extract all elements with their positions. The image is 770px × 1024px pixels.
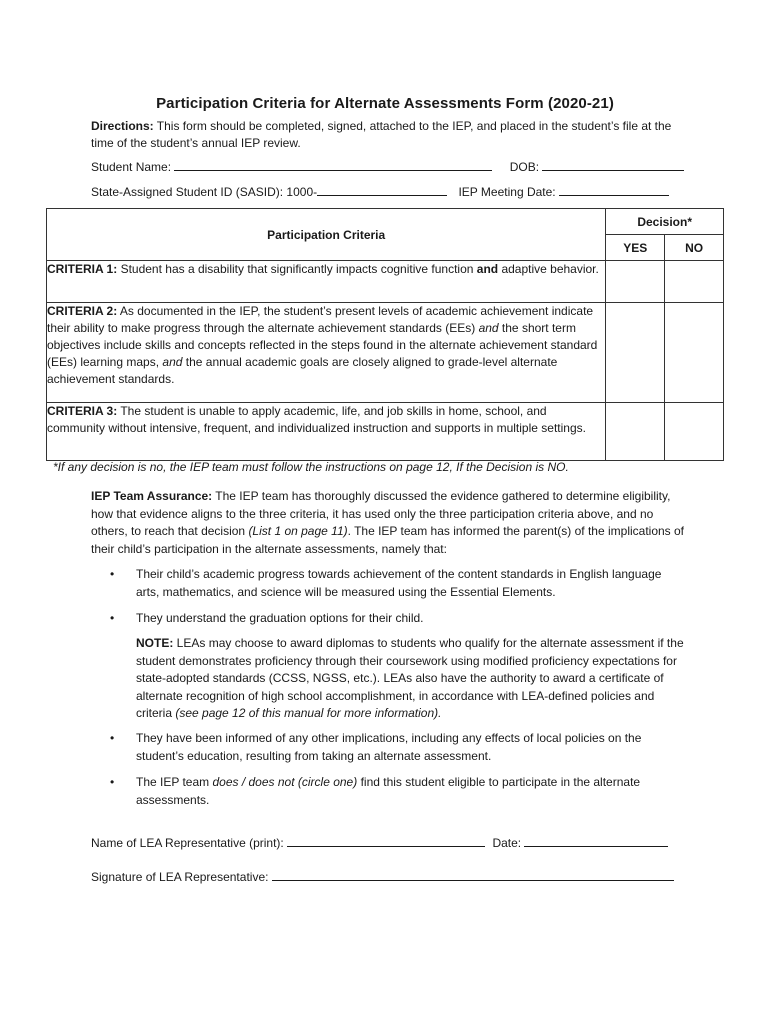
rep-signature-field[interactable] [272, 868, 674, 881]
bullet-2 [110, 610, 680, 628]
sasid-row [91, 183, 669, 199]
rep-name-field[interactable] [287, 834, 485, 847]
bullet-3-text: They have been informed of any other implications, including any effects of local policies on the student’s education, resulting from taking an alternate assessment. [136, 731, 642, 763]
bullet-4-text-b: find this student eligible to participate in the alternate assessments. [136, 775, 641, 807]
bullet-dot: • [110, 731, 115, 745]
rep-signature-label: Signature of LEA Representative: [91, 870, 269, 884]
note-paragraph [136, 635, 684, 723]
sasid-label: State-Assigned Student ID (SASID): 1000- [91, 185, 318, 199]
criteria-row-3 [47, 403, 724, 461]
dob-field[interactable] [542, 158, 684, 171]
bullet-3 [110, 730, 680, 765]
dob-label: DOB: [509, 160, 540, 174]
criteria-2-no-cell[interactable] [665, 303, 724, 403]
assurance-text-b: . The IEP team has informed the parent(s) of the implications of their child’s participation in the alternate assessments, namely that: [91, 524, 685, 556]
bullet-1-text: Their child’s academic progress towards achievement of the content standards in English language arts, mathematics, and science will be measured using the Essential Elements. [136, 567, 662, 599]
criteria-2-text [47, 303, 606, 403]
header-decision: Decision* [606, 209, 724, 235]
criteria-1-part-b: adaptive behavior. [498, 262, 599, 276]
bullet-1 [110, 566, 680, 601]
rep-name-row [91, 834, 668, 850]
criteria-1-and: and [476, 262, 499, 276]
implications-list-3 [110, 730, 680, 765]
criteria-2-yes-cell[interactable] [606, 303, 665, 403]
bullet-4 [110, 774, 680, 809]
note-text: LEAs may choose to award diplomas to students who qualify for the alternate assessment if the student demonstrates proficiency through their coursework using modified proficiency expectations for state-adopted standards (CCSS, NGSS, etc.). LEAs also have the authority to award a certificate of alternate recognition of high school accomplishment, in accordance with LEA-defined policies and criteria [136, 636, 684, 720]
criteria-1-part-a: Student has a disability that significantly impacts cognitive function [117, 262, 477, 276]
criteria-1-label: CRITERIA 1: [47, 262, 118, 276]
bullet-dot: • [110, 611, 115, 625]
criteria-3-label: CRITERIA 3: [47, 404, 118, 418]
student-name-row [91, 158, 684, 174]
criteria-2-label: CRITERIA 2: [47, 304, 118, 318]
student-name-field[interactable] [174, 158, 492, 171]
bullet-dot: • [110, 775, 115, 789]
criteria-3-yes-cell[interactable] [606, 403, 665, 461]
bullet-4-text-a: The IEP team [136, 775, 213, 789]
criteria-row-2 [47, 303, 724, 403]
criteria-row-1 [47, 261, 724, 303]
criteria-2-part-c: the annual academic goals are closely aligned to grade-level alternate achievement standards. [47, 355, 558, 386]
criteria-table [46, 208, 724, 461]
date-label: Date: [492, 836, 522, 850]
directions-text: This form should be completed, signed, attached to the IEP, and placed in the student’s file at the time of the student’s annual IEP review. [91, 119, 672, 150]
criteria-1-yes-cell[interactable] [606, 261, 665, 303]
criteria-1-no-cell[interactable] [665, 261, 724, 303]
criteria-2-and-1: and [478, 321, 499, 335]
criteria-1-text [47, 261, 606, 303]
footnote: *If any decision is no, the IEP team must follow the instructions on page 12, If the Decision is NO. [53, 460, 569, 474]
directions [91, 118, 691, 152]
criteria-2-part-a: As documented in the IEP, the student’s present levels of academic achievement indicate their ability to make progress through the alternate achievement standards (EEs) [47, 304, 594, 335]
header-criteria: Participation Criteria [47, 209, 606, 261]
criteria-3-no-cell[interactable] [665, 403, 724, 461]
bullet-2-text: They understand the graduation options for their child. [136, 611, 424, 625]
meeting-date-label: IEP Meeting Date: [458, 185, 556, 199]
rep-signature-row [91, 868, 674, 884]
criteria-3-text [47, 403, 606, 461]
header-yes: YES [606, 235, 665, 261]
note-ref: (see page 12 of this manual for more information). [175, 706, 442, 720]
criteria-2-part-b: the short term objectives include skills and concepts reflected in the steps found in the alternate achievement standard (EEs) learning maps, [47, 321, 598, 369]
rep-name-label: Name of LEA Representative (print): [91, 836, 284, 850]
assurance-text-a: The IEP team has thoroughly discussed the evidence gathered to determine eligibility, how that evidence aligns to the three criteria, it has used only the three participation criteria above, and no others, to reach that decision [91, 489, 671, 538]
criteria-2-and-2: and [162, 355, 183, 369]
note-label: NOTE: [136, 636, 174, 650]
criteria-3-part: The student is unable to apply academic, life, and job skills in home, school, and community without intensive, frequent, and individualized instruction and supports in multiple settings. [47, 404, 586, 435]
header-no: NO [665, 235, 724, 261]
sasid-field[interactable] [317, 183, 447, 196]
circle-one-choice[interactable]: does / does not (circle one) [212, 775, 358, 789]
form-title: Participation Criteria for Alternate Assessments Form (2020-21) [156, 95, 614, 112]
implications-list-4 [110, 774, 680, 809]
directions-label: Directions: [91, 119, 154, 133]
student-name-label: Student Name: [91, 160, 172, 174]
date-field[interactable] [524, 834, 668, 847]
implications-list-2 [110, 610, 680, 628]
implications-list [110, 566, 680, 601]
meeting-date-field[interactable] [559, 183, 669, 196]
assurance-paragraph [91, 488, 687, 558]
assurance-label: IEP Team Assurance: [91, 489, 213, 503]
bullet-dot: • [110, 567, 115, 581]
assurance-ref: (List 1 on page 11) [248, 524, 348, 538]
